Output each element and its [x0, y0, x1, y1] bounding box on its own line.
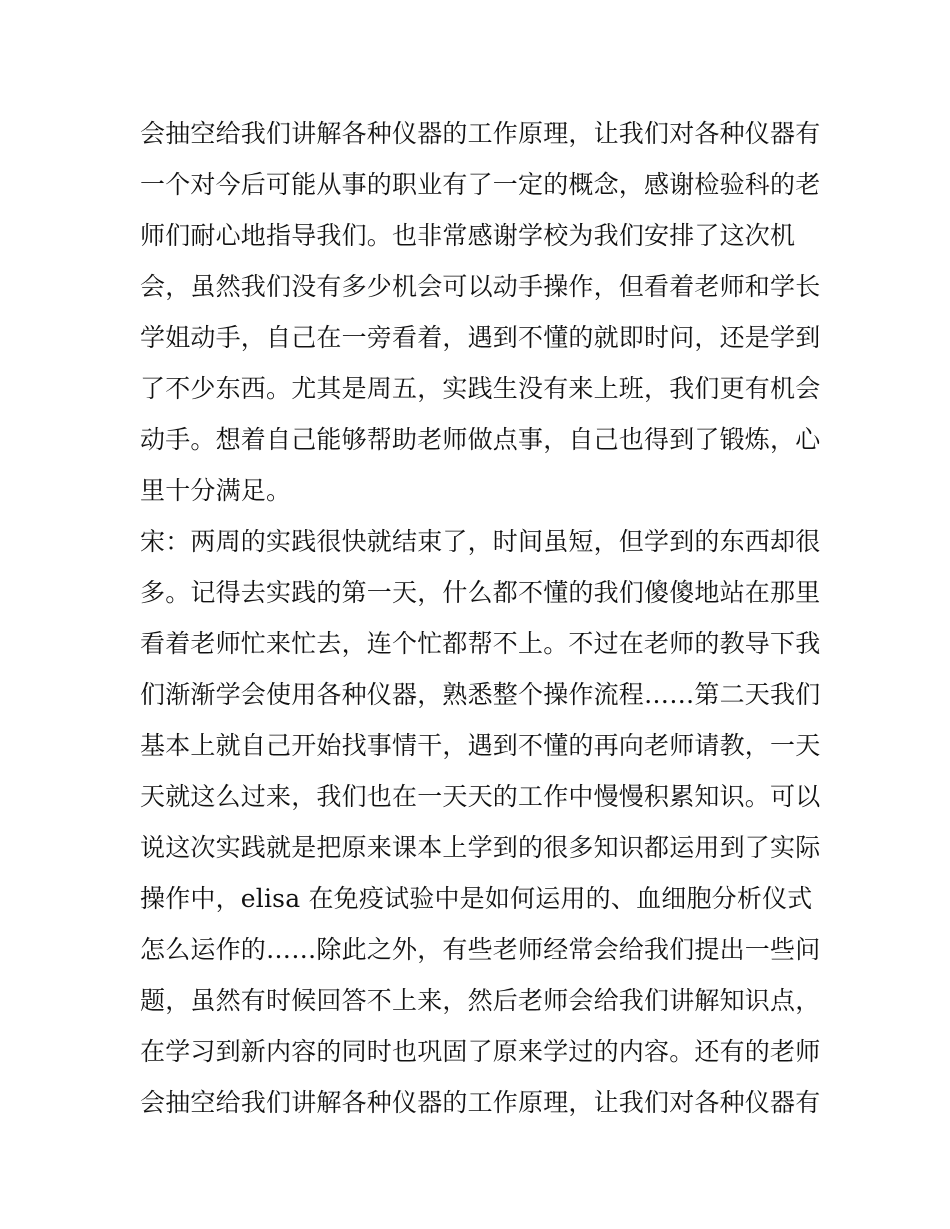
text-line: 题，虽然有时候回答不上来，然后老师会给我们讲解知识点，: [140, 986, 821, 1015]
text-line: 一个对今后可能从事的职业有了一定的概念，感谢检验科的老: [140, 170, 821, 199]
text-line: 学姐动手，自己在一旁看着，遇到不懂的就即时问，还是学到: [140, 323, 821, 352]
text-line: 基本上就自己开始找事情干，遇到不懂的再向老师请教，一天: [140, 731, 821, 760]
text-line: 会，虽然我们没有多少机会可以动手操作，但看着老师和学长: [140, 272, 821, 301]
text-line: 会抽空给我们讲解各种仪器的工作原理，让我们对各种仪器有: [140, 119, 821, 148]
text-line: 动手。想着自己能够帮助老师做点事，自己也得到了锻炼，心: [140, 425, 821, 454]
text-line: 了不少东西。尤其是周五，实践生没有来上班，我们更有机会: [140, 374, 821, 403]
text-line: 们渐渐学会使用各种仪器，熟悉整个操作流程……第二天我们: [140, 680, 821, 709]
text-line: 说这次实践就是把原来课本上学到的很多知识都运用到了实际: [140, 833, 821, 862]
text-line: 会抽空给我们讲解各种仪器的工作原理，让我们对各种仪器有: [140, 1088, 821, 1117]
text-line: 怎么运作的……除此之外，有些老师经常会给我们提出一些问: [140, 935, 821, 964]
text-line: 操作中，elisa 在免疫试验中是如何运用的、血细胞分析仪式: [140, 884, 813, 913]
text-line: 里十分满足。: [140, 476, 292, 505]
body-text: [140, 108, 830, 1128]
text-line: 天就这么过来，我们也在一天天的工作中慢慢积累知识。可以: [140, 782, 821, 811]
text-line: 看着老师忙来忙去，连个忙都帮不上。不过在老师的教导下我: [140, 629, 821, 658]
text-line: 宋：两周的实践很快就结束了，时间虽短，但学到的东西却很: [140, 527, 821, 556]
text-line: 多。记得去实践的第一天，什么都不懂的我们傻傻地站在那里: [140, 578, 821, 607]
text-line: 师们耐心地指导我们。也非常感谢学校为我们安排了这次机: [140, 221, 796, 250]
text-line: 在学习到新内容的同时也巩固了原来学过的内容。还有的老师: [140, 1037, 821, 1066]
